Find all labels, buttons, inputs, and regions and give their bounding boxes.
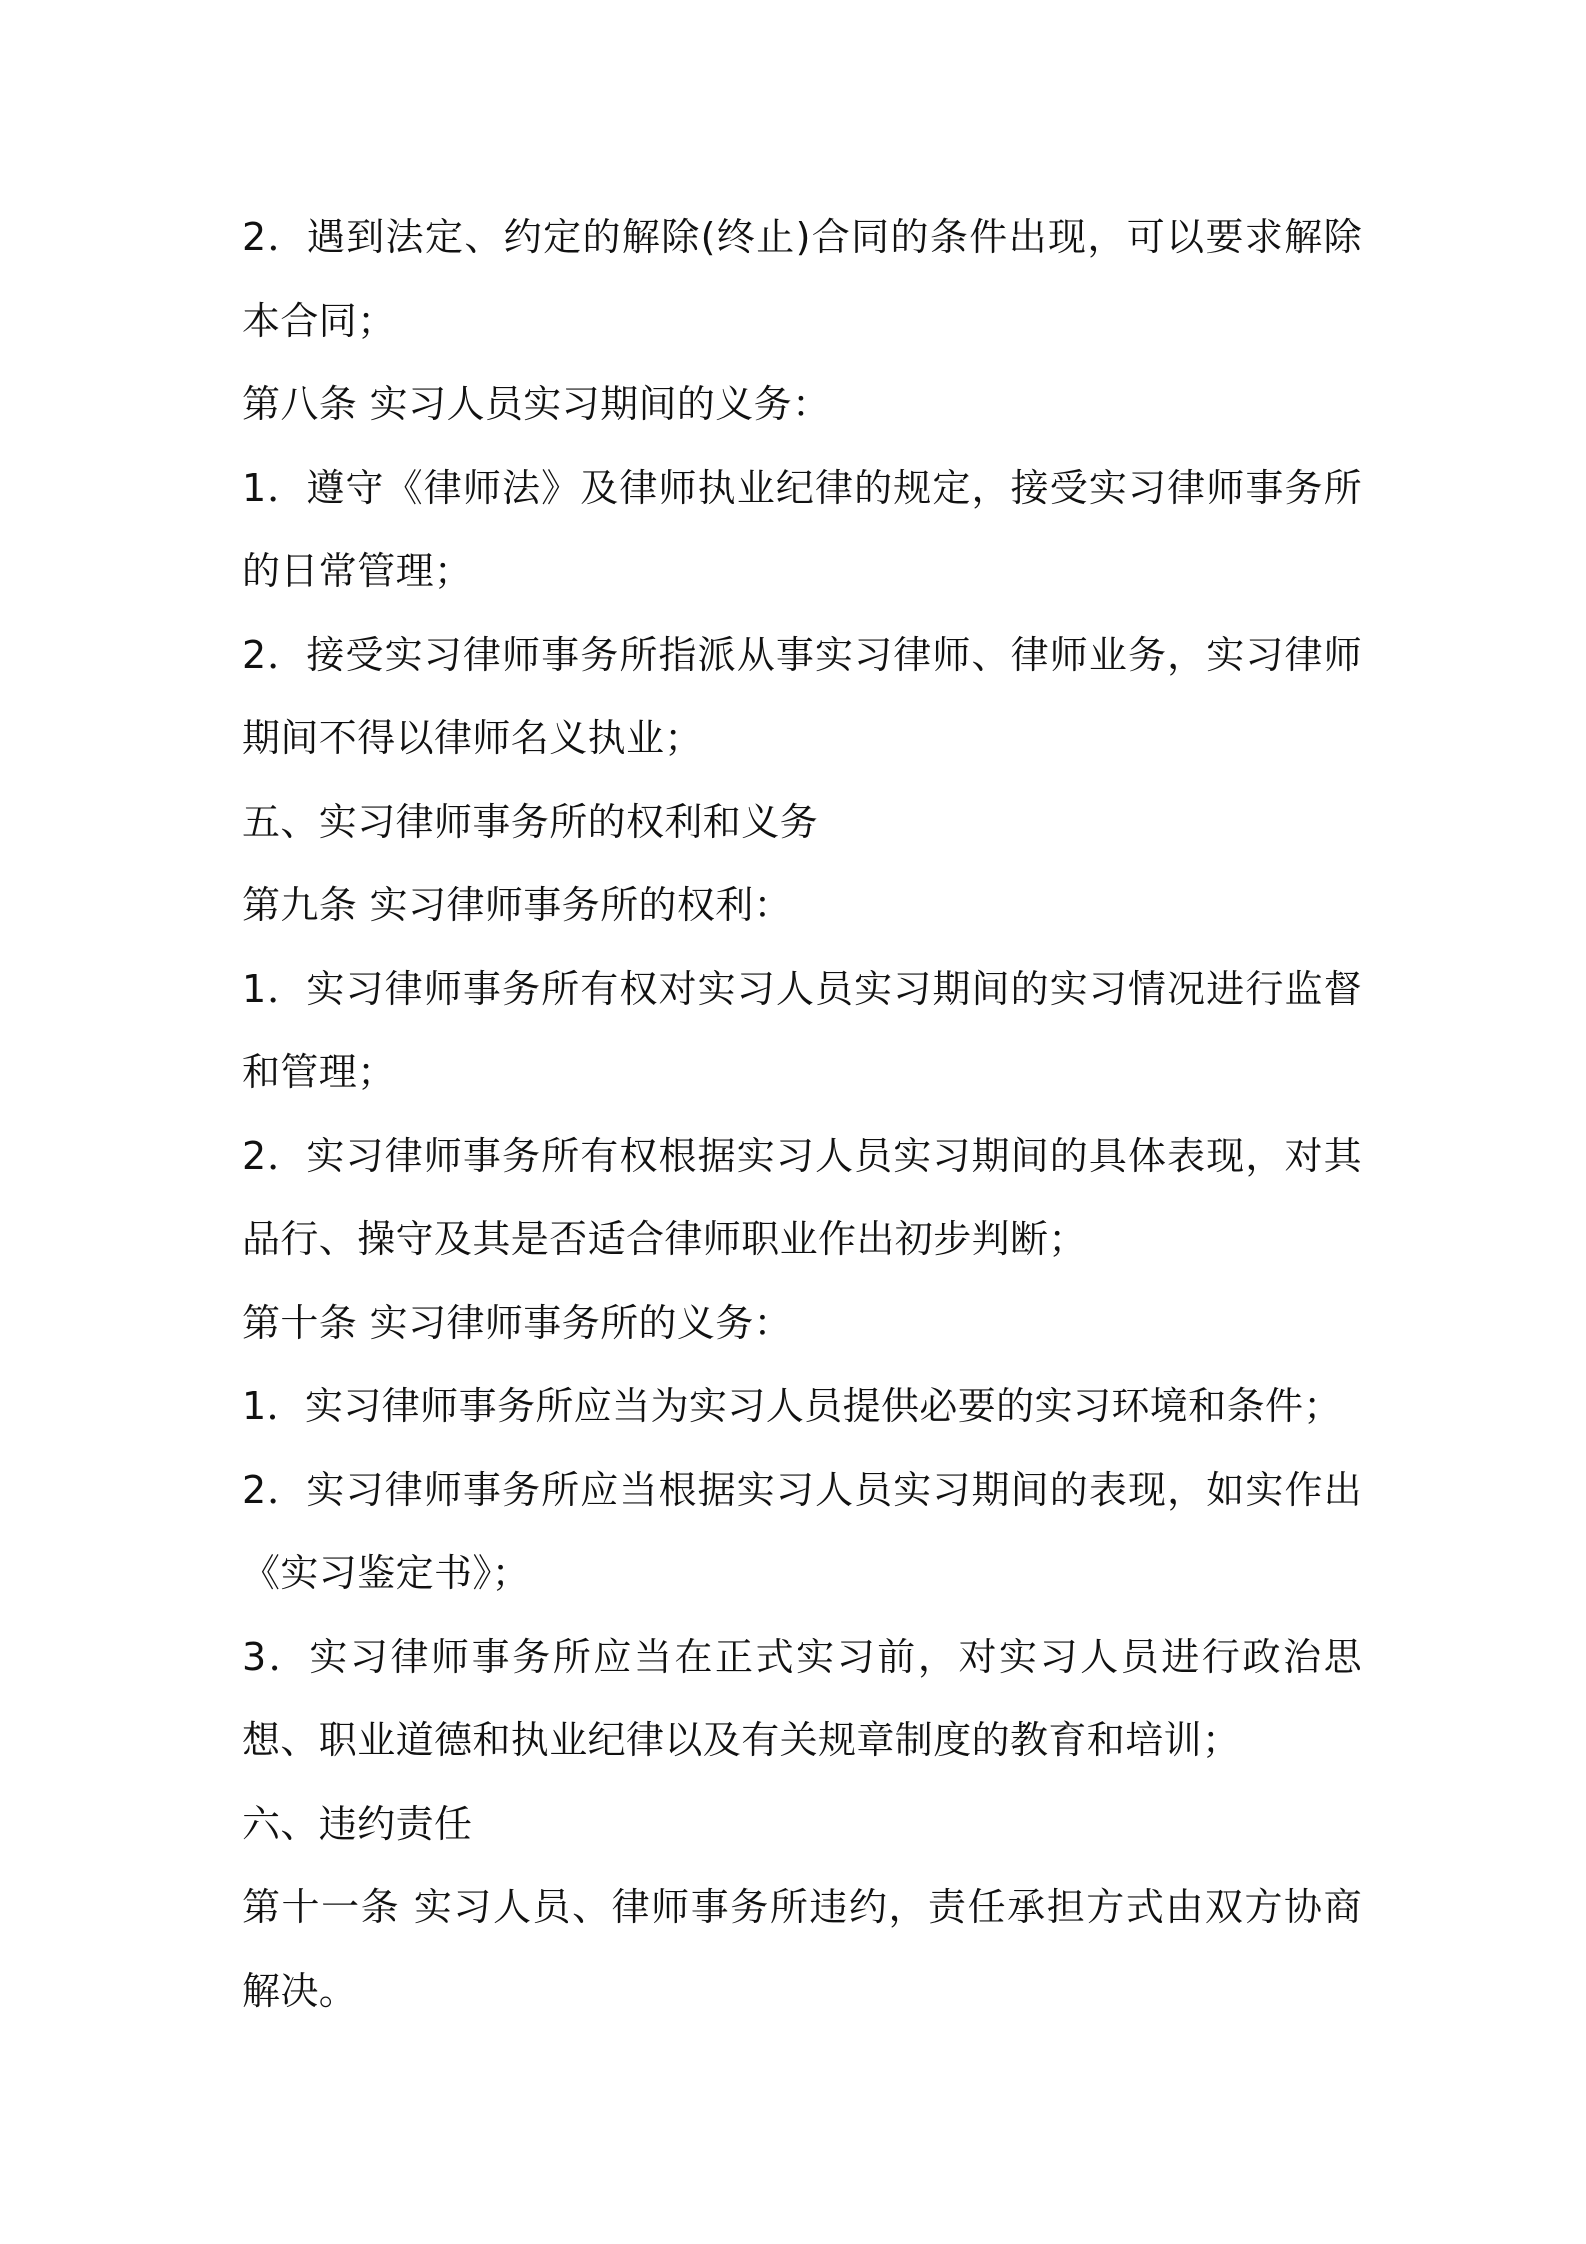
article-10-heading: 第十条 实习律师事务所的义务： [242, 1300, 793, 1345]
document-body [242, 196, 1362, 2033]
section-5-heading: 五、实习律师事务所的权利和义务 [242, 799, 819, 844]
article-9-heading: 第九条 实习律师事务所的权利： [242, 883, 793, 927]
paragraph-accept-assignment: 2．接受实习律师事务所指派从事实习律师、律师业务，实习律师期间不得以律师名义执业； [242, 632, 1362, 760]
paragraph-supervision-right: 1．实习律师事务所有权对实习人员实习期间的实习情况进行监督和管理； [242, 966, 1362, 1094]
paragraph-termination-right: 2．遇到法定、约定的解除(终止)合同的条件出现，可以要求解除本合同； [242, 215, 1362, 343]
paragraph-appraisal: 2．实习律师事务所应当根据实习人员实习期间的表现，如实作出《实习鉴定书》； [242, 1467, 1362, 1595]
paragraph-obey-law: 1．遵守《律师法》及律师执业纪律的规定，接受实习律师事务所的日常管理； [242, 465, 1362, 593]
section-6-heading: 六、违约责任 [242, 1801, 473, 1846]
paragraph-training: 3．实习律师事务所应当在正式实习前，对实习人员进行政治思想、职业道德和执业纪律以及有关规章制度的教育和培训； [242, 1634, 1362, 1762]
paragraph-judgment-right: 2．实习律师事务所有权根据实习人员实习期间的具体表现，对其品行、操守及其是否适合律师职业作出初步判断； [242, 1133, 1362, 1261]
article-11-text: 第十一条 实习人员、律师事务所违约，责任承担方式由双方协商解决。 [242, 1885, 1362, 2013]
paragraph-provide-environment: 1．实习律师事务所应当为实习人员提供必要的实习环境和条件； [242, 1384, 1342, 1428]
article-8-heading: 第八条 实习人员实习期间的义务： [242, 382, 831, 426]
